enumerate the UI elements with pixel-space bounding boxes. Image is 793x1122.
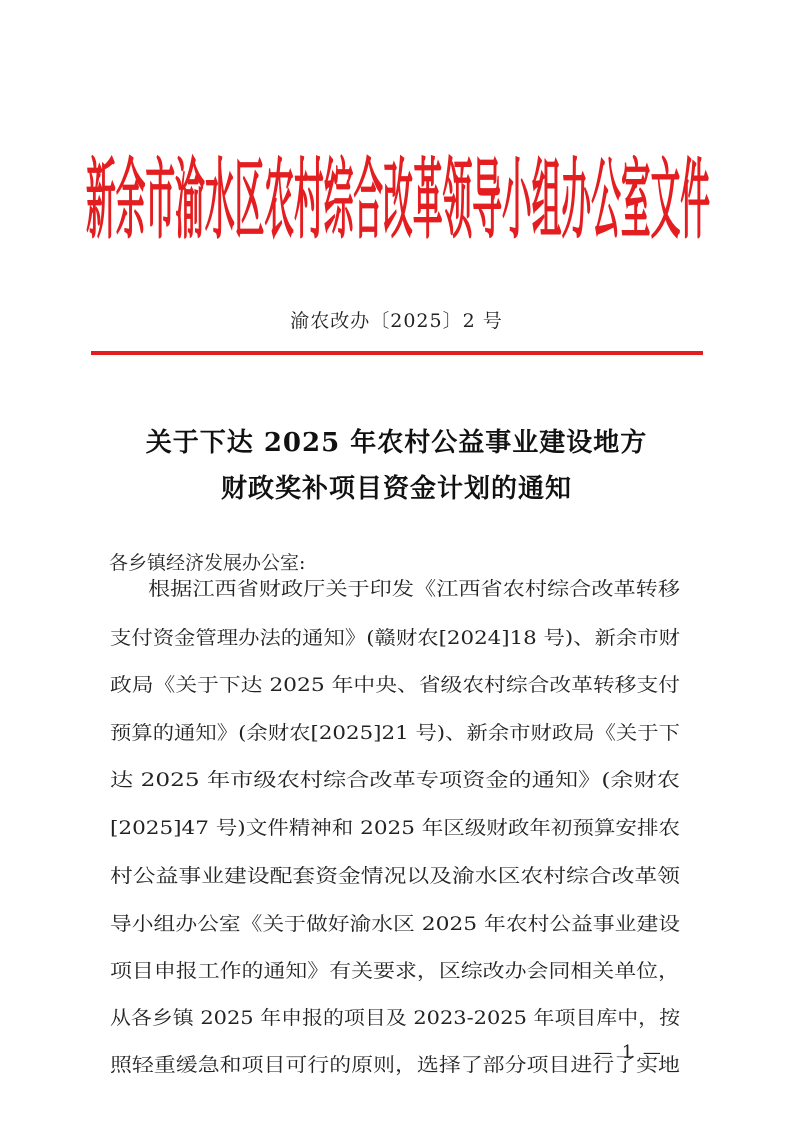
body-line-text: 村公益事业建设配套资金情况以及渝水区农村综合改革领 bbox=[110, 865, 682, 887]
body-line bbox=[110, 764, 680, 794]
body-line-text: 预算的通知》(余财农[2025]21 号)、新余市财政局《关于下 bbox=[110, 722, 680, 744]
body-line-text: 导小组办公室《关于做好渝水区 2025 年农村公益事业建设 bbox=[110, 913, 680, 935]
body-line-text: 项目申报工作的通知》有关要求，区综改办会同相关单位， bbox=[110, 960, 680, 982]
body-line-text: 根据江西省财政厅关于印发《江西省农村综合改革转移 bbox=[148, 578, 680, 600]
body-line bbox=[110, 669, 680, 699]
red-divider-line bbox=[91, 351, 703, 355]
notice-title-line-2: 财政奖补项目资金计划的通知 bbox=[220, 474, 572, 504]
salutation: 各乡镇经济发展办公室: bbox=[109, 552, 306, 574]
body-line-text: [2025]47 号)文件精神和 2025 年区级财政年初预算安排农 bbox=[110, 817, 680, 839]
body-line-text: 支付资金管理办法的通知》(赣财农[2024]18 号)、新余市财 bbox=[110, 627, 680, 649]
body-line-text: 政局《关于下达 2025 年中央、省级农村综合改革转移支付 bbox=[110, 674, 680, 696]
body-line bbox=[110, 622, 680, 652]
body-line bbox=[110, 908, 680, 938]
body-line bbox=[110, 955, 680, 985]
body-line bbox=[148, 573, 680, 603]
body-line bbox=[110, 812, 680, 842]
body-line-text: 照轻重缓急和项目可行的原则，选择了部分项目进行了实地 bbox=[110, 1054, 680, 1076]
header-title-text: 新余市渝水区农村综合改革领导小组办公室文件 bbox=[86, 148, 710, 251]
notice-title-line-1: 关于下达 2025 年农村公益事业建设地方 bbox=[145, 428, 648, 458]
body-line bbox=[110, 860, 680, 890]
body-line bbox=[110, 1002, 680, 1032]
body-line bbox=[110, 717, 680, 747]
document-header-title bbox=[86, 150, 710, 250]
document-number: 渝农改办〔2025〕2 号 bbox=[290, 310, 503, 332]
page-number: — 1 — bbox=[594, 1042, 663, 1063]
body-line-text: 达 2025 年市级农村综合改革专项资金的通知》(余财农 bbox=[110, 769, 680, 791]
body-line-text: 从各乡镇 2025 年申报的项目及 2023-2025 年项目库中，按 bbox=[110, 1007, 682, 1029]
